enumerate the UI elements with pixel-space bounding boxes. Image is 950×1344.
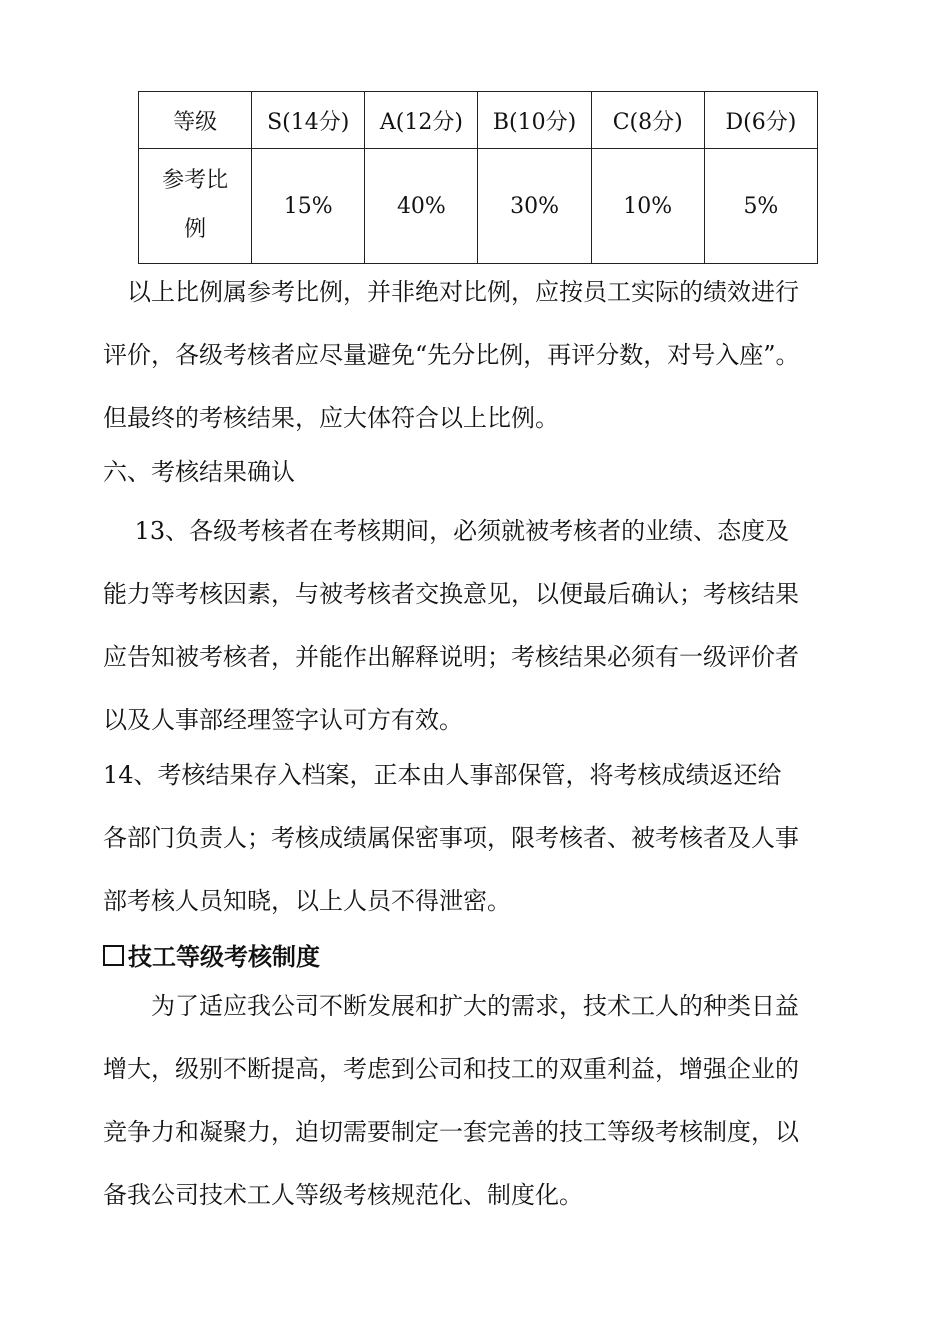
ratio-note-line2: 评价，各级考核者应尽量避免“先分比例，再评分数，对号入座”。 <box>103 341 800 369</box>
clause14-line1: 14、考核结果存入档案，正本由人事部保管，将考核成绩返还给 <box>103 761 782 789</box>
grade-cell-b: B(10分) <box>478 92 591 149</box>
grade-label-cell: 等级 <box>139 92 252 149</box>
checkbox-icon <box>103 945 124 966</box>
grade-cell-c: C(8分) <box>591 92 704 149</box>
tech-intro-line4: 备我公司技术工人等级考核规范化、制度化。 <box>103 1181 583 1209</box>
ratio-cell-b: 30% <box>478 149 591 264</box>
tech-intro-line3: 竞争力和凝聚力，迫切需要制定一套完善的技工等级考核制度，以 <box>103 1118 799 1146</box>
grade-cell-s: S(14分) <box>252 92 365 149</box>
ratio-cell-s: 15% <box>252 149 365 264</box>
ratio-label-line2: 例 <box>184 217 207 242</box>
tech-intro-line2: 增大，级别不断提高，考虑到公司和技工的双重利益，增强企业的 <box>103 1055 799 1083</box>
grade-cell-d: D(6分) <box>704 92 817 149</box>
clause14-line2: 各部门负责人；考核成绩属保密事项，限考核者、被考核者及人事 <box>103 824 799 852</box>
clause13-line3: 应告知被考核者，并能作出解释说明；考核结果必须有一级评价者 <box>103 643 799 671</box>
ratio-note-line3: 但最终的考核结果，应大体符合以上比例。 <box>103 404 559 432</box>
clause14-line3: 部考核人员知晓，以上人员不得泄密。 <box>103 887 511 915</box>
ratio-cell-c: 10% <box>591 149 704 264</box>
grade-row <box>139 92 818 149</box>
ratio-cell-d: 5% <box>704 149 817 264</box>
section-title-text: 技工等级考核制度 <box>128 942 320 971</box>
tech-intro-line1: 为了适应我公司不断发展和扩大的需求，技术工人的种类日益 <box>103 992 799 1020</box>
grade-cell-a: A(12分) <box>365 92 478 149</box>
clause13-line4: 以及人事部经理签字认可方有效。 <box>103 706 463 734</box>
grade-ratio-table <box>138 91 818 264</box>
ratio-label-cell <box>139 149 252 264</box>
ratio-row <box>139 149 818 264</box>
ratio-cell-a: 40% <box>365 149 478 264</box>
clause13-line1: 13、各级考核者在考核期间，必须就被考核者的业绩、态度及 <box>103 517 790 545</box>
ratio-note-line1: 以上比例属参考比例，并非绝对比例，应按员工实际的绩效进行 <box>103 278 799 306</box>
ratio-label-line1: 参考比 <box>162 168 229 194</box>
clause13-line2: 能力等考核因素，与被考核者交换意见，以便最后确认；考核结果 <box>103 580 799 608</box>
heading-result-confirm: 六、考核结果确认 <box>103 458 295 486</box>
